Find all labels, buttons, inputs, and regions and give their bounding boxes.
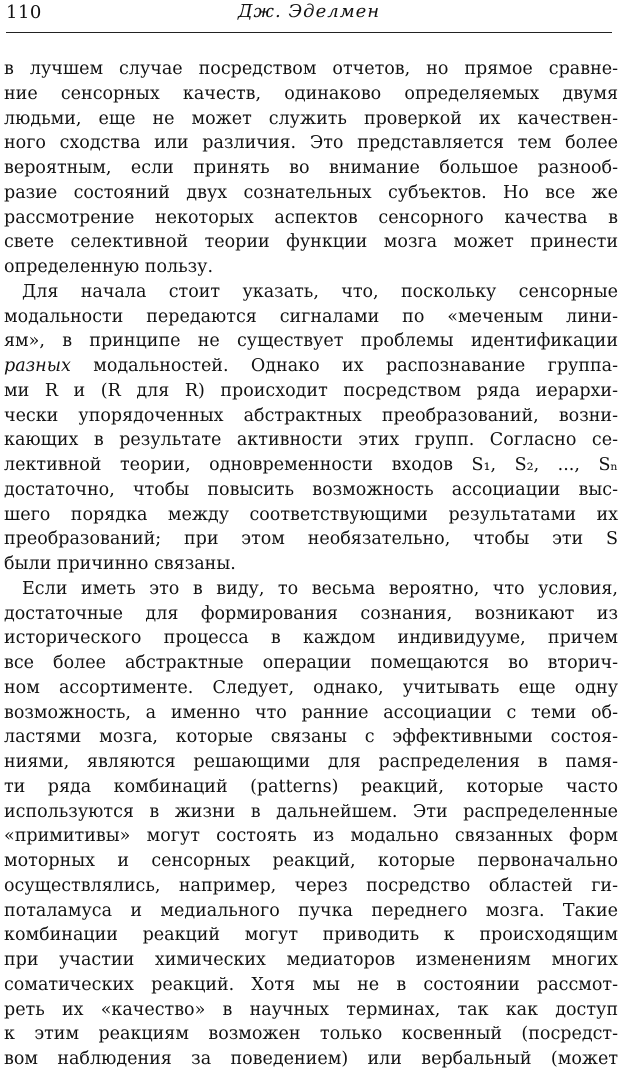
page-number: 110 xyxy=(6,2,42,23)
text-line: были причинно связаны. xyxy=(4,554,236,574)
text-line: Если иметь это в виду, то весьма вероятно, что условия, xyxy=(22,578,618,599)
text-line: комбинации реакций могут приводить к происходящим xyxy=(4,925,618,946)
text-line: ниями, являются решающими для распределения в памя- xyxy=(4,752,618,772)
text-line: разных модальностей. Однако их распознавание группа- xyxy=(4,356,618,376)
text-line: вероятным, если принять во внимание большое разнооб- xyxy=(4,158,618,178)
text-line: при участии химических медиаторов изменениям многих xyxy=(4,950,618,970)
text-line: достаточно, чтобы повысить возможность ассоциации выс- xyxy=(4,479,618,500)
text-line: вом наблюдения за поведением) или вербальный (может xyxy=(4,1049,618,1069)
text-line: лективной теории, одновременности входов S₁, S₂, ..., Sₙ xyxy=(4,455,618,475)
text-line: ном ассортименте. Следует, однако, учитывать еще одну xyxy=(4,677,618,698)
text-line: ми R и (R для R) происходит посредством ряда иерархи- xyxy=(4,380,618,401)
text-line: свете селективной теории функции мозга может принести xyxy=(4,232,618,253)
text-line: ластями мозга, которые связаны с эффективными состоя- xyxy=(4,727,618,748)
text-line: преобразований; при этом необязательно, чтобы эти S xyxy=(4,529,618,550)
text-line: определенную пользу. xyxy=(4,257,214,277)
text-line: ние сенсорных качеств, одинаково определяемых двумя xyxy=(4,83,618,104)
text-line: ям», в принципе не существует проблемы идентификации xyxy=(4,331,618,352)
text-line: возможность, а именно что ранние ассоциации с теми об- xyxy=(4,702,618,723)
text-line: модальности передаются сигналами по «меченым лини- xyxy=(4,306,618,327)
text-line: кающих в результате активности этих групп. Согласно се- xyxy=(4,430,618,451)
text-line: в лучшем случае посредством отчетов, но прямое сравне- xyxy=(4,59,618,79)
text-line: поталамуса и медиального пучка переднего мозга. Такие xyxy=(4,900,618,921)
text-line: разие состояний двух сознательных субъектов. Но все же xyxy=(4,182,618,203)
text-line: шего порядка между соответствующими результатами их xyxy=(4,504,618,525)
text-line: рассмотрение некоторых аспектов сенсорного качества в xyxy=(4,207,618,228)
text-line: ного сходства или различия. Это представляется тем более xyxy=(4,133,618,154)
text-line: к этим реакциям возможен только косвенный (посредст- xyxy=(4,1024,618,1045)
text-line: моторных и сенсорных реакций, которые первоначально xyxy=(4,851,618,871)
body-text xyxy=(4,57,618,1072)
text-line: достаточные для формирования сознания, возникают из xyxy=(4,603,618,624)
text-line: исторического процесса в каждом индивидууме, причем xyxy=(4,628,618,649)
text-line: все более абстрактные операции помещаются во вторич- xyxy=(4,653,618,673)
text-line: «примитивы» могут состоять из модально связанных форм xyxy=(4,826,618,847)
italic-word: разных xyxy=(4,356,71,376)
text-line: людьми, еще не может служить проверкой их качествен- xyxy=(4,108,618,129)
text-line: соматических реакций. Хотя мы не в состоянии рассмот- xyxy=(4,974,618,995)
text-line: Для начала стоит указать, что, поскольку сенсорные xyxy=(22,281,618,302)
text-line: используются в жизни в дальнейшем. Эти распределенные xyxy=(4,801,618,822)
text-line: ти ряда комбинаций (patterns) реакций, которые часто xyxy=(4,776,618,797)
text-line: реть их «качество» в научных терминах, так как доступ xyxy=(4,999,618,1020)
page-header xyxy=(6,0,612,33)
running-head: Дж. Эделмен xyxy=(237,1,381,22)
text-line: осуществлялись, например, через посредство областей ги- xyxy=(4,875,618,896)
text-line: чески упорядоченных абстрактных преобразований, возни- xyxy=(4,405,618,426)
